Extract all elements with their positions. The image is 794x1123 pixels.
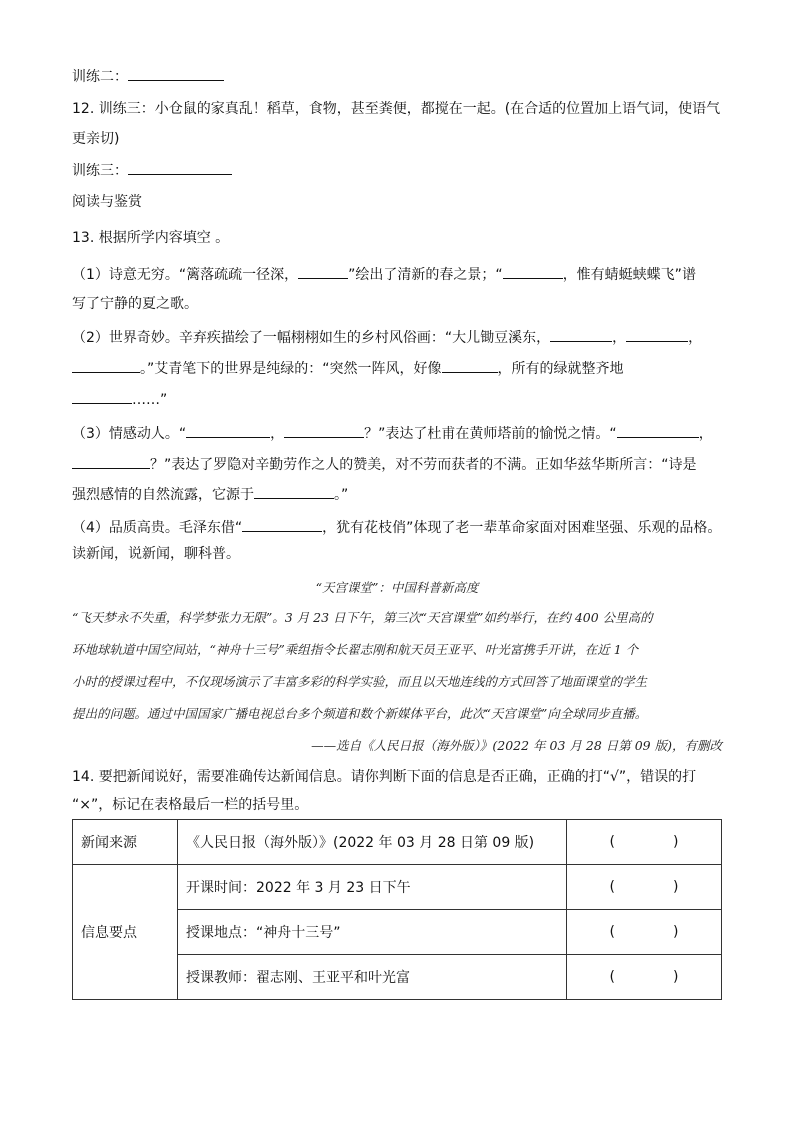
q13-blank-5[interactable] bbox=[72, 358, 140, 373]
q13-blank-6[interactable] bbox=[442, 358, 498, 373]
q13-item-3-text-a: （3）情感动人。“ bbox=[72, 426, 187, 442]
q13-blank-10[interactable] bbox=[617, 423, 699, 438]
q13-blank-11[interactable] bbox=[72, 454, 150, 469]
news-source: ——选自《人民日报（海外版）》(2022 年 03 月 28 日第 09 版)，有删改 bbox=[311, 738, 722, 753]
paren-open: ( bbox=[609, 834, 615, 850]
q13-item-3 bbox=[72, 423, 722, 444]
paren-open: ( bbox=[609, 924, 615, 940]
q13-item-3-text-b: ， bbox=[270, 426, 285, 442]
q13-item-3-text-e: 强烈感情的自然流露，它源于 bbox=[72, 487, 254, 503]
practice-2-blank[interactable] bbox=[128, 66, 224, 81]
q13-item-1-text-a: （1）诗意无穷。“篱落疏疏一径深， bbox=[72, 267, 299, 283]
news-headline: “天宫课堂”：中国科普新高度 bbox=[315, 580, 479, 595]
table-row bbox=[73, 820, 722, 865]
paren-close: ) bbox=[673, 879, 679, 895]
q13-item-2-line-3 bbox=[72, 389, 722, 410]
q13-item-2-text-d: ……” bbox=[132, 392, 168, 408]
q13-blank-4[interactable] bbox=[626, 327, 688, 342]
answer-bracket-2[interactable] bbox=[567, 865, 722, 910]
info-time: 开课时间：2022 年 3 月 23 日下午 bbox=[178, 865, 567, 910]
paren-close: ) bbox=[673, 969, 679, 985]
q13-item-4-text-b: ，犹有花枝俏”体现了老一辈革命家面对困难坚强、乐观的品格。 bbox=[322, 520, 722, 536]
paren-close: ) bbox=[673, 834, 679, 850]
q13-blank-12[interactable] bbox=[254, 484, 334, 499]
question-14-continued: “×”，标记在表格最后一栏的括号里。 bbox=[72, 797, 309, 813]
q13-item-3-line-2 bbox=[72, 454, 722, 475]
practice-3-label: 训练三： bbox=[72, 163, 128, 179]
news-paragraph-line-3: 小时的授课过程中，不仅现场演示了丰富多彩的科学实验，而且以天地连线的方式回答了地面课堂的学生 bbox=[72, 674, 648, 689]
practice-3-line bbox=[72, 160, 722, 181]
info-teachers: 授课教师：翟志刚、王亚平和叶光富 bbox=[178, 955, 567, 1000]
question-12: 12. 训练三：小仓鼠的家真乱！稻草，食物，甚至粪便，都搅在一起。(在合适的位置加上语气词，使语气 bbox=[72, 101, 721, 117]
q13-item-2-comma: ， bbox=[612, 330, 627, 346]
q13-item-2-text-b: 。”艾青笔下的世界是纯绿的：“突然一阵风，好像 bbox=[140, 361, 442, 377]
practice-2-label: 训练二： bbox=[72, 69, 128, 85]
q13-item-4-text-a: （4）品质高贵。毛泽东借“ bbox=[72, 520, 243, 536]
answer-bracket-3[interactable] bbox=[567, 910, 722, 955]
paren-open: ( bbox=[609, 879, 615, 895]
paren-open: ( bbox=[609, 969, 615, 985]
practice-2-line bbox=[72, 66, 722, 87]
q13-blank-9[interactable] bbox=[284, 423, 364, 438]
question-14: 14. 要把新闻说好，需要准确传达新闻信息。请你判断下面的信息是否正确，正确的打“√”，错误的打 bbox=[72, 769, 697, 785]
q13-item-4 bbox=[72, 517, 722, 538]
q13-item-3-text-d: ？”表达了罗隐对辛勤劳作之人的赞美，对不劳而获者的不满。正如华兹华斯所言：“诗是 bbox=[150, 457, 697, 473]
q13-item-1-continued: 写了宁静的夏之歌。 bbox=[72, 296, 198, 312]
q13-item-2-text-c: ，所有的绿就整齐地 bbox=[497, 361, 624, 377]
q13-blank-1[interactable] bbox=[298, 264, 348, 279]
answer-bracket-4[interactable] bbox=[567, 955, 722, 1000]
info-points-label: 信息要点 bbox=[73, 865, 178, 1000]
paren-close: ) bbox=[673, 924, 679, 940]
answer-bracket-1[interactable] bbox=[567, 820, 722, 865]
q13-item-2-line-2 bbox=[72, 358, 722, 379]
q13-item-3-comma: ， bbox=[698, 426, 713, 442]
q13-item-1 bbox=[72, 264, 722, 285]
q13-blank-13[interactable] bbox=[242, 517, 322, 532]
q13-item-3-text-f: 。” bbox=[334, 487, 349, 503]
info-place: 授课地点：“神舟十三号” bbox=[178, 910, 567, 955]
q13-item-2-text-a: （2）世界奇妙。辛弃疾描绘了一幅栩栩如生的乡村风俗画：“大儿锄豆溪东， bbox=[72, 330, 551, 346]
q13-blank-7[interactable] bbox=[72, 389, 132, 404]
read-news-line: 读新闻，说新闻，聊科普。 bbox=[72, 546, 240, 562]
q13-item-3-text-c: ？”表达了杜甫在黄师塔前的愉悦之情。“ bbox=[364, 426, 617, 442]
practice-3-blank[interactable] bbox=[128, 160, 232, 175]
news-paragraph-line-4: 提出的问题。通过中国国家广播电视总台多个频道和数个新媒体平台，此次“天宫课堂”向全球同步直播。 bbox=[72, 706, 648, 721]
news-paragraph-line-2: 环地球轨道中国空间站，“神舟十三号”乘组指令长翟志刚和航天员王亚平、叶光富携手开讲，在近 1 个 bbox=[72, 642, 639, 657]
table-row bbox=[73, 865, 722, 910]
question-12-continued: 更亲切) bbox=[72, 131, 120, 147]
q13-blank-8[interactable] bbox=[186, 423, 270, 438]
question-13: 13. 根据所学内容填空 。 bbox=[72, 230, 230, 246]
section-title: 阅读与鉴赏 bbox=[72, 194, 142, 210]
q13-item-1-text-b: ”绘出了清新的春之景；“ bbox=[348, 267, 503, 283]
news-paragraph-line-1: “飞天梦永不失重，科学梦张力无限”。3 月 23 日下午，第三次“天宫课堂”如约举行，在约 400 公里高的 bbox=[72, 610, 653, 625]
q13-blank-2[interactable] bbox=[503, 264, 563, 279]
news-source-value: 《人民日报（海外版）》(2022 年 03 月 28 日第 09 版) bbox=[178, 820, 567, 865]
q13-item-2 bbox=[72, 327, 722, 348]
q13-item-1-text-c: ，惟有蜻蜓蛱蝶飞”谱 bbox=[562, 267, 696, 283]
q13-blank-3[interactable] bbox=[550, 327, 612, 342]
q13-item-3-line-3 bbox=[72, 484, 722, 505]
news-info-table bbox=[72, 819, 722, 1000]
q13-item-2-comma-2: ， bbox=[688, 330, 703, 346]
news-source-label: 新闻来源 bbox=[73, 820, 178, 865]
